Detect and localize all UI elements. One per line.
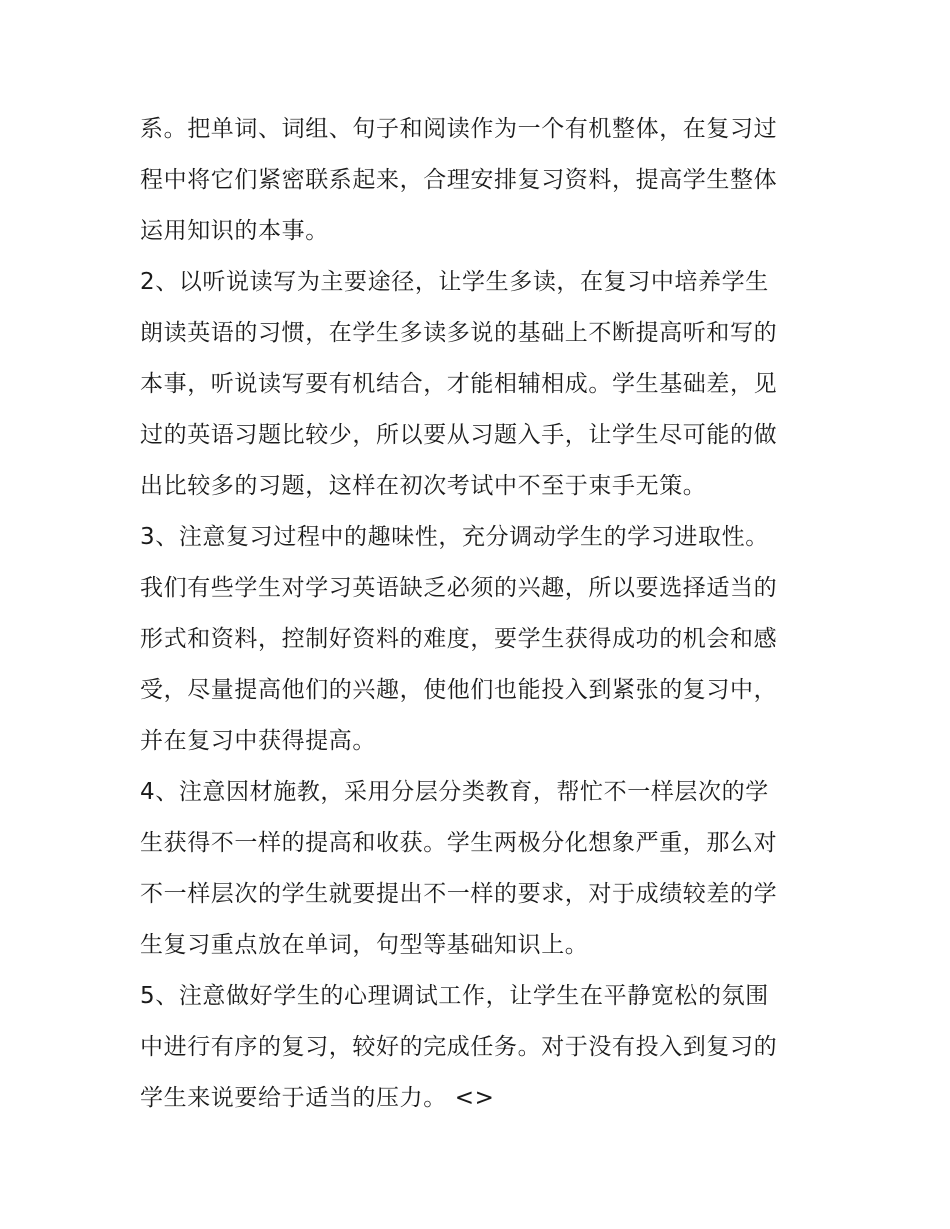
paragraph-item-2	[140, 257, 820, 512]
body-text	[140, 104, 820, 1124]
text-line: 系。把单词、词组、句子和阅读作为一个有机整体，在复习过	[140, 116, 778, 142]
text-line: 并在复习中获得提高。	[140, 728, 376, 754]
text-line: 我们有些学生对学习英语缺乏必须的兴趣，所以要选择适当的	[140, 575, 778, 601]
text-line: 不一样层次的学生就要提出不一样的要求，对于成绩较差的学	[140, 881, 778, 907]
text-line: 运用知识的本事。	[140, 218, 329, 244]
text-line: 中进行有序的复习，较好的完成任务。对于没有投入到复习的	[140, 1034, 778, 1060]
text-line: 3、注意复习过程中的趣味性，充分调动学生的学习进取性。	[140, 524, 769, 550]
text-line: 生获得不一样的提高和收获。学生两极分化想象严重，那么对	[140, 830, 778, 856]
text-line: 5、注意做好学生的心理调试工作，让学生在平静宽松的氛围	[140, 983, 769, 1009]
text-line: 本事，听说读写要有机结合，才能相辅相成。学生基础差，见	[140, 371, 778, 397]
text-line: 出比较多的习题，这样在初次考试中不至于束手无策。	[140, 473, 707, 499]
text-line: 4、注意因材施教，采用分层分类教育，帮忙不一样层次的学	[140, 779, 769, 805]
text-line: 过的英语习题比较少，所以要从习题入手，让学生尽可能的做	[140, 422, 778, 448]
text-line: 2、以听说读写为主要途径，让学生多读，在复习中培养学生	[140, 269, 769, 295]
paragraph-item-4	[140, 767, 820, 971]
text-line: 学生来说要给于适当的压力。 <>	[140, 1085, 495, 1111]
text-line: 受，尽量提高他们的兴趣，使他们也能投入到紧张的复习中，	[140, 677, 778, 703]
paragraph-continuation	[140, 104, 820, 257]
text-line: 生复习重点放在单词，句型等基础知识上。	[140, 932, 589, 958]
text-line: 朗读英语的习惯，在学生多读多说的基础上不断提高听和写的	[140, 320, 778, 346]
text-line: 形式和资料，控制好资料的难度，要学生获得成功的机会和感	[140, 626, 778, 652]
paragraph-item-3	[140, 512, 820, 767]
paragraph-item-5	[140, 971, 820, 1124]
text-line: 程中将它们紧密联系起来，合理安排复习资料，提高学生整体	[140, 167, 778, 193]
